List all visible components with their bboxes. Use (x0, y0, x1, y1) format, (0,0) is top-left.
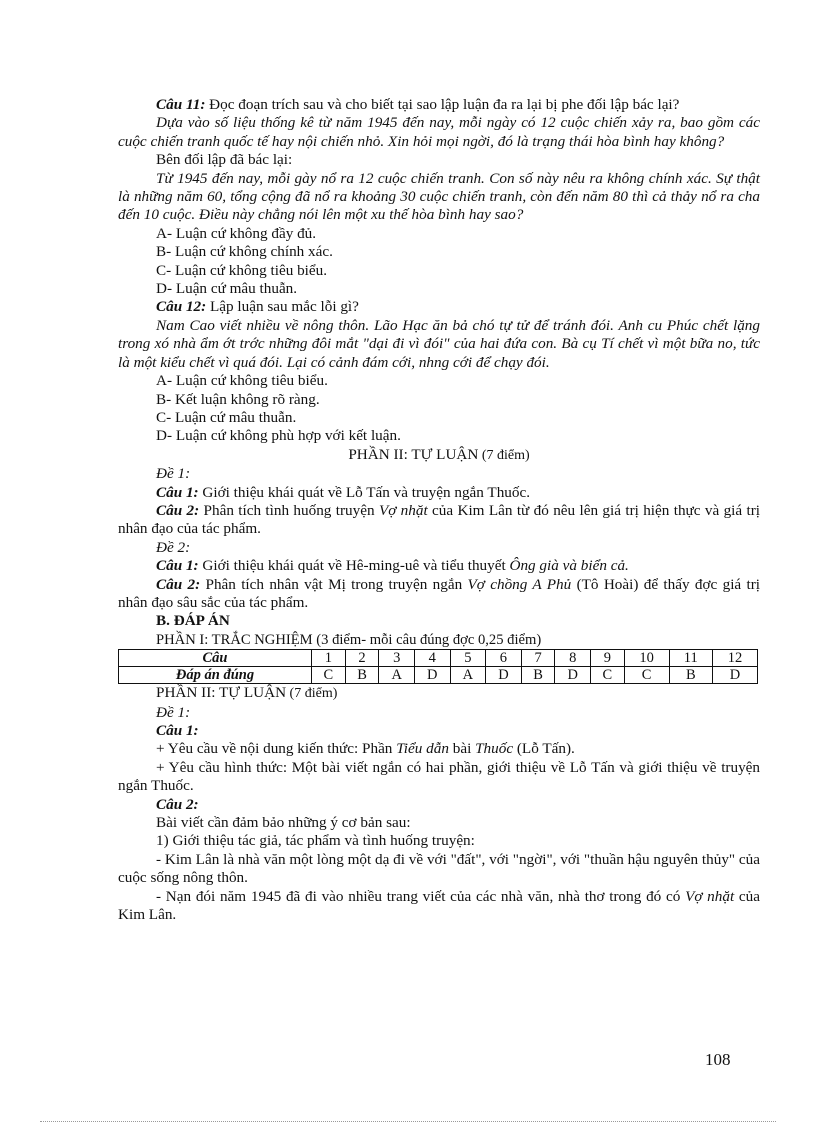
de1-question-1 (118, 484, 760, 502)
question-label: Câu 1: (156, 483, 199, 501)
part2-points: (7 điểm) (286, 686, 338, 702)
table-cell: C (312, 667, 346, 684)
answers-c2-point3 (118, 888, 760, 925)
table-cell: D (414, 667, 450, 684)
question-11 (118, 96, 760, 114)
table-cell: 10 (624, 650, 669, 667)
page-number: 108 (705, 1050, 731, 1069)
part2-heading (118, 446, 760, 465)
option-a: A- Luận cứ không đầy đủ. (156, 224, 317, 242)
table-cell: B (521, 667, 555, 684)
table-cell: 2 (345, 650, 379, 667)
table-cell: 4 (414, 650, 450, 667)
answers-part1-heading: PHẦN I: TRẮC NGHIỆM (3 điểm- mỗi câu đúng đợc 0,25 điểm) (156, 631, 542, 648)
answer-text: của Kim Lân. (118, 887, 760, 924)
table-row (119, 667, 758, 684)
work-title: Thuốc (475, 740, 514, 758)
answer-text: + Yêu cầu về nội dung kiến thức: Phần (156, 740, 397, 758)
work-title: Vợ nhặt (378, 501, 428, 519)
answer-text: (Lỗ Tấn). (513, 740, 575, 758)
table-cell: 12 (713, 650, 758, 667)
option-c: C- Luận cứ mâu thuẫn. (156, 408, 297, 426)
quoted-argument: Nam Cao viết nhiều về nông thôn. Lão Hạc ăn bả chó tự tử để tránh đói. Anh cu Phúc chết lặng trong xó nhà ẩm ớt trớc những đôi mắt "dại đi vì đói" của hai đứa con. Bà cụ Tí chết vì một bữa no, tức là một kiểu chết vì quá đói. Lại có cảnh đám cới, nhng cới để chạy đói. (118, 316, 760, 371)
work-title: Ông già và biển cả. (509, 557, 629, 575)
option-d: D- Luận cứ không phù hợp với kết luận. (156, 427, 401, 445)
answers-de1-heading: Đề 1: (156, 703, 191, 721)
answers-c1-line2: + Yêu cầu hình thức: Một bài viết ngắn có hai phần, giới thiệu về Lỗ Tấn và giới thiệu về truyện ngắn Thuốc. (118, 758, 760, 795)
table-cell: 3 (379, 650, 415, 667)
question-label: Câu 11: (156, 96, 206, 113)
question-text: Phân tích nhân vật Mị trong truyện ngắn (200, 575, 468, 593)
option-b: B- Luận cứ không chính xác. (156, 243, 333, 261)
answers-heading: B. ĐÁP ÁN (156, 612, 230, 630)
table-cell: C (624, 667, 669, 684)
answers-c2-point1: 1) Giới thiệu tác giả, tác phẩm và tình huống truyện: (156, 832, 475, 850)
question-label: Câu 2: (156, 501, 200, 519)
question-text: Giới thiệu khái quát về Hê-ming-uê và tiểu thuyết (198, 557, 510, 575)
table-cell: 6 (486, 650, 522, 667)
quoted-argument: Dựa vào số liệu thống kê từ năm 1945 đến nay, mỗi ngày có 12 cuộc chiến xảy ra, bao gồm các cuộc chiến tranh quốc tế hay nội chiến nhỏ. Xin hỏi mọi ngời, đó là trạng thái hòa bình hay không? (118, 114, 760, 150)
de1-heading: Đề 1: (156, 465, 191, 483)
table-row (119, 650, 758, 667)
answers-c2-intro: Bài viết cần đảm bảo những ý cơ bản sau: (156, 814, 411, 832)
question-prompt: Đọc đoạn trích sau và cho biết tại sao lập luận đa ra lại bị phe đối lập bác lại? (205, 96, 680, 113)
table-cell: 8 (555, 650, 591, 667)
part2-points: (7 điểm) (478, 447, 530, 463)
question-text: của Kim Lân từ đó nêu lên giá trị hiện thực và giá trị nhân đạo của tác phẩm. (118, 501, 760, 538)
option-c: C- Luận cứ không tiêu biểu. (156, 261, 328, 279)
question-text: (Tô Hoài) để thấy đợc giá trị nhân đạo sâu sắc của tác phẩm. (118, 575, 760, 611)
table-cell: 5 (450, 650, 486, 667)
answers-c1-label: Câu 1: (156, 722, 199, 739)
answers-part2-heading (118, 684, 760, 703)
table-cell: D (713, 667, 758, 684)
table-row-label: Câu (119, 650, 312, 667)
work-title: Vợ chồng A Phủ (467, 575, 572, 593)
table-cell: A (379, 667, 415, 684)
table-cell: D (486, 667, 522, 684)
part2-title: PHẦN II: TỰ LUẬN (156, 684, 287, 702)
answer-key-table (118, 649, 758, 684)
table-cell: C (591, 667, 625, 684)
question-prompt: Lập luận sau mắc lỗi gì? (206, 298, 359, 316)
table-cell: A (450, 667, 486, 684)
work-title: Vợ nhặt (685, 887, 735, 905)
table-row-label: Đáp án đúng (119, 667, 312, 684)
work-title: Tiểu dẫn (396, 740, 449, 758)
question-label: Câu 2: (156, 575, 201, 593)
de2-question-1 (118, 557, 760, 575)
question-label: Câu 12: (156, 298, 207, 316)
table-cell: B (345, 667, 379, 684)
rebuttal-text: Từ 1945 đến nay, mỗi gày nổ ra 12 cuộc chiến tranh. Con số này nêu ra không chính xác. Sự thật là những năm 60, tổng cộng đã nổ ra khoảng 30 cuộc chiến tranh, còn đến năm 80 thì cả thảy nổ ra cha đến 10 cuộc. Điều này chẳng nói lên một xu thế hòa bình hay sao? (118, 169, 760, 224)
footer-divider (40, 1121, 776, 1122)
option-a: A- Luận cứ không tiêu biểu. (156, 372, 328, 390)
question-label: Câu 1: (156, 557, 199, 575)
table-cell: 9 (591, 650, 625, 667)
de1-question-2 (118, 502, 760, 539)
table-cell: 1 (312, 650, 346, 667)
table-cell: B (669, 667, 713, 684)
de2-heading: Đề 2: (156, 538, 191, 556)
table-cell: 7 (521, 650, 555, 667)
answers-c2-label: Câu 2: (156, 795, 199, 813)
question-12 (118, 298, 760, 316)
question-text: Giới thiệu khái quát về Lỗ Tấn và truyện ngắn Thuốc. (198, 483, 531, 501)
option-d: D- Luận cứ mâu thuẫn. (156, 280, 298, 298)
answers-c1-line1 (118, 740, 760, 758)
question-text: Phân tích tình huống truyện (199, 501, 379, 519)
rebuttal-intro: Bên đối lập đã bác lại: (156, 151, 293, 169)
part2-title: PHẦN II: TỰ LUẬN (348, 445, 479, 463)
table-cell: 11 (669, 650, 713, 667)
option-b: B- Kết luận không rõ ràng. (156, 390, 320, 408)
answers-c2-point2: - Kim Lân là nhà văn một lòng một dạ đi về với "đất", với "ngời", với "thuần hậu nguyên thủy" của cuộc sống nông thôn. (118, 850, 760, 887)
answer-text: - Nạn đói năm 1945 đã đi vào nhiều trang viết của các nhà văn, nhà thơ trong đó có (156, 887, 686, 905)
page-content (118, 96, 760, 924)
de2-question-2 (118, 576, 760, 613)
answer-text: bài (448, 740, 476, 758)
table-cell: D (555, 667, 591, 684)
